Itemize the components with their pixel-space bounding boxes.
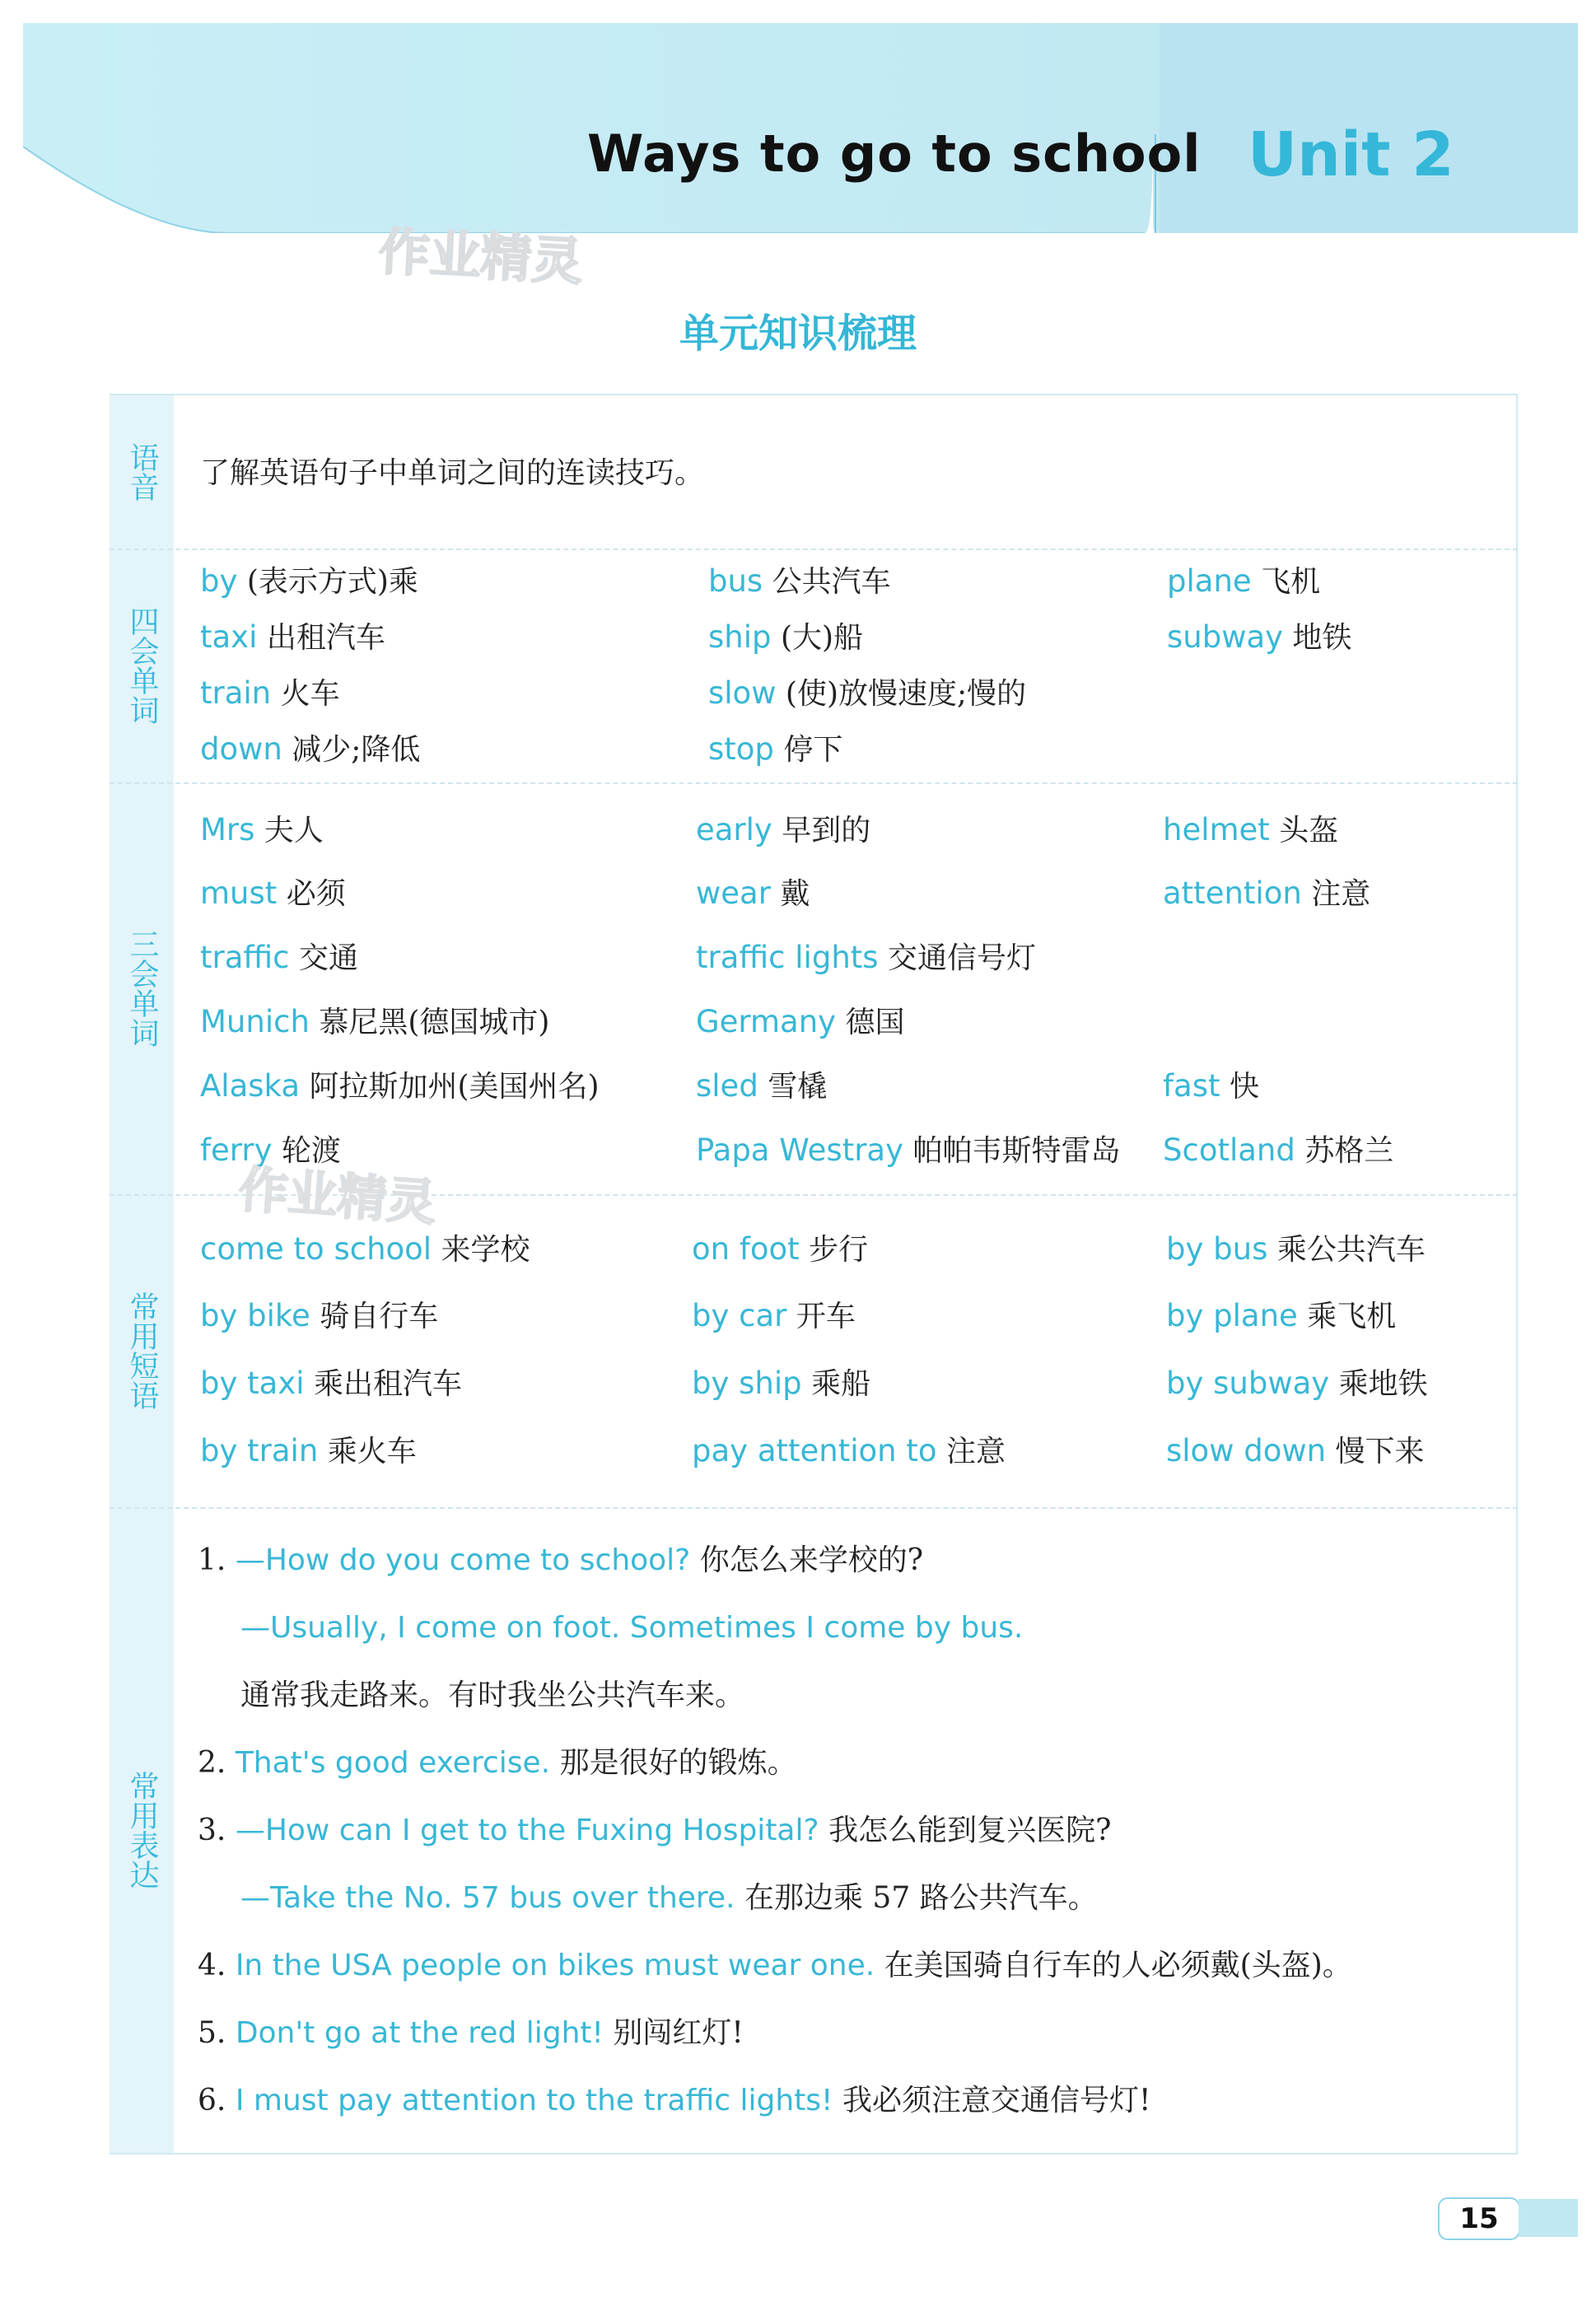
row-label-expressions xyxy=(110,1507,174,2153)
page-number: 15 xyxy=(1438,2197,1520,2240)
row-label-three-skill-words xyxy=(110,782,174,1194)
word-item: Mrs 夫人 xyxy=(200,812,324,847)
expression-line: 通常我走路来。有时我坐公共汽车来。 xyxy=(240,1678,745,1712)
word-item: wear 戴 xyxy=(696,875,810,911)
word-item: sled 雪橇 xyxy=(696,1068,828,1104)
row-label-text: 常用表达 xyxy=(125,1771,159,1889)
row-divider xyxy=(110,549,1518,550)
expression-line: 2. That's good exercise. 那是很好的锻炼。 xyxy=(198,1746,797,1780)
row-label-text: 语音 xyxy=(125,442,159,502)
phrase-item: come to school 来学校 xyxy=(200,1231,530,1267)
word-item: bus 公共汽车 xyxy=(708,563,891,599)
phrase-item: by car 开车 xyxy=(692,1298,856,1333)
row-label-phonics xyxy=(110,395,174,549)
word-item: by (表示方式)乘 xyxy=(200,563,418,599)
word-item: early 早到的 xyxy=(696,812,871,847)
phrase-item: pay attention to 注意 xyxy=(692,1433,1006,1468)
expression-line: —Take the No. 57 bus over there. 在那边乘 57 路公共汽车。 xyxy=(240,1881,1098,1915)
word-item: down 减少;降低 xyxy=(200,731,421,767)
watermark: 作业精灵 xyxy=(376,221,585,292)
word-item: Germany 德国 xyxy=(696,1004,905,1039)
expression-line: 1. —How do you come to school? 你怎么来学校的? xyxy=(198,1543,924,1577)
word-item: slow (使)放慢速度;慢的 xyxy=(708,675,1027,711)
word-item: ship (大)船 xyxy=(708,619,864,655)
expression-line: —Usually, I come on foot. Sometimes I come by bus. xyxy=(240,1611,1024,1645)
word-item: subway 地铁 xyxy=(1167,619,1352,655)
word-item: plane 飞机 xyxy=(1167,563,1321,599)
phrase-item: on foot 步行 xyxy=(692,1231,869,1267)
row-divider xyxy=(110,1507,1518,1509)
phrase-item: by bike 骑自行车 xyxy=(200,1298,439,1333)
phrase-item: by subway 乘地铁 xyxy=(1166,1366,1428,1401)
word-item: Munich 慕尼黑(德国城市) xyxy=(200,1004,550,1039)
word-item: Alaska 阿拉斯加州(美国州名) xyxy=(200,1068,600,1104)
phrase-item: slow down 慢下来 xyxy=(1166,1433,1425,1468)
expression-line: 3. —How can I get to the Fuxing Hospital? 我怎么能到复兴医院? xyxy=(198,1814,1112,1847)
word-item: must 必须 xyxy=(200,875,346,911)
watermark: 作业精灵 xyxy=(236,1160,438,1233)
page-title: Ways to go to school xyxy=(587,124,1202,184)
word-item: stop 停下 xyxy=(708,731,843,767)
row-label-text: 三会单词 xyxy=(125,929,159,1048)
row-label-text: 常用短语 xyxy=(125,1291,159,1410)
word-item: fast 快 xyxy=(1163,1068,1259,1104)
row-label-four-skill-words xyxy=(110,549,174,782)
phrase-item: by taxi 乘出租汽车 xyxy=(200,1366,462,1401)
row-label-phrases xyxy=(110,1194,174,1507)
word-item: helmet 头盔 xyxy=(1163,812,1339,847)
word-item: ferry 轮渡 xyxy=(200,1132,341,1168)
unit-label: Unit 2 xyxy=(1248,119,1454,190)
word-item: traffic 交通 xyxy=(200,940,358,975)
word-item: Papa Westray 帕帕韦斯特雷岛 xyxy=(696,1132,1121,1168)
phrase-item: by bus 乘公共汽车 xyxy=(1166,1231,1426,1267)
phonics-text: 了解英语句子中单词之间的连读技巧。 xyxy=(200,456,705,490)
word-item: train 火车 xyxy=(200,675,340,711)
section-title: 单元知识梳理 xyxy=(679,310,917,357)
word-item: traffic lights 交通信号灯 xyxy=(696,940,1037,975)
word-item: taxi 出租汽车 xyxy=(200,619,385,655)
expression-line: 4. In the USA people on bikes must wear one. 在美国骑自行车的人必须戴(头盔)。 xyxy=(198,1949,1352,1982)
word-item: attention 注意 xyxy=(1163,875,1371,911)
phrase-item: by ship 乘船 xyxy=(692,1366,871,1401)
phrase-item: by plane 乘飞机 xyxy=(1166,1298,1397,1333)
phrase-item: by train 乘火车 xyxy=(200,1433,417,1468)
word-item: Scotland 苏格兰 xyxy=(1163,1132,1394,1168)
page-tab-decoration xyxy=(1519,2199,1578,2237)
expression-line: 6. I must pay attention to the traffic lights! 我必须注意交通信号灯! xyxy=(198,2084,1151,2117)
row-divider xyxy=(110,782,1518,784)
row-label-text: 四会单词 xyxy=(125,606,159,725)
expression-line: 5. Don't go at the red light! 别闯红灯! xyxy=(198,2016,744,2050)
